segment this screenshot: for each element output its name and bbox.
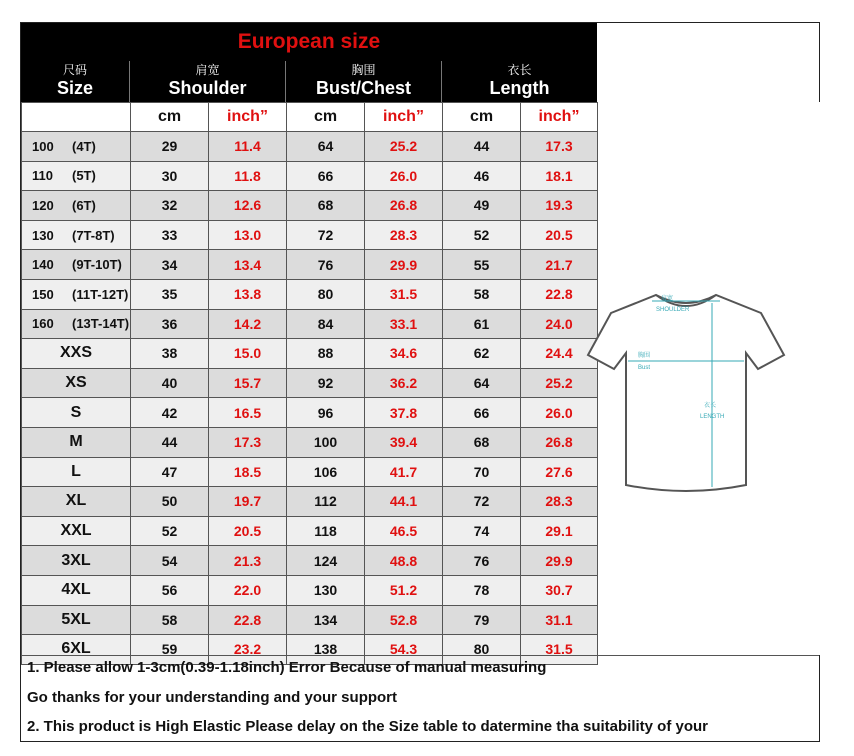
table-row (22, 220, 598, 250)
shoulder-cm-cell: 50 (131, 487, 209, 517)
shoulder-in-cell: 14.2 (209, 309, 287, 339)
length-cm-cell: 79 (443, 605, 521, 635)
table-row (22, 516, 598, 546)
shoulder-cm-cell: 52 (131, 516, 209, 546)
size-cell: XXL (22, 516, 131, 546)
unit-cm: cm (131, 103, 209, 132)
length-cm-cell: 46 (443, 161, 521, 191)
bust-label-en: Bust (638, 365, 651, 371)
shoulder-cm-cell: 29 (131, 132, 209, 162)
length-cm-cell: 55 (443, 250, 521, 280)
bust-in-cell: 51.2 (365, 575, 443, 605)
bust-in-cell: 34.6 (365, 339, 443, 369)
size-cell (22, 250, 131, 280)
size-value: 100 (32, 138, 54, 154)
size-cell (22, 132, 131, 162)
bust-cm-cell: 92 (287, 368, 365, 398)
length-in-cell: 21.7 (521, 250, 598, 280)
length-in-cell: 18.1 (521, 161, 598, 191)
table-row (22, 339, 598, 369)
size-cell (22, 220, 131, 250)
size-value: 130 (32, 227, 54, 243)
length-in-cell: 31.5 (521, 635, 598, 665)
bust-cm-cell: 118 (287, 516, 365, 546)
size-cell (22, 279, 131, 309)
bust-in-cell: 25.2 (365, 132, 443, 162)
shoulder-in-cell: 22.0 (209, 575, 287, 605)
bust-cm-cell: 106 (287, 457, 365, 487)
shoulder-in-cell: 13.0 (209, 220, 287, 250)
header-shoulder-en: Shoulder (168, 78, 247, 98)
size-value: 160 (32, 316, 54, 332)
header-size (21, 61, 130, 102)
shoulder-in-cell: 16.5 (209, 398, 287, 428)
shoulder-cm-cell: 59 (131, 635, 209, 665)
length-cm-cell: 74 (443, 516, 521, 546)
shoulder-in-cell: 19.7 (209, 487, 287, 517)
shoulder-cm-cell: 35 (131, 279, 209, 309)
bust-in-cell: 31.5 (365, 279, 443, 309)
unit-inch: inch” (365, 103, 443, 132)
size-cell: 5XL (22, 605, 131, 635)
table-row (22, 250, 598, 280)
shoulder-cm-cell: 40 (131, 368, 209, 398)
shoulder-cm-cell: 33 (131, 220, 209, 250)
header-bust (286, 61, 442, 102)
bust-cm-cell: 124 (287, 546, 365, 576)
shoulder-in-cell: 15.0 (209, 339, 287, 369)
length-cm-cell: 66 (443, 398, 521, 428)
shoulder-in-cell: 23.2 (209, 635, 287, 665)
length-label-en: LENGTH (700, 414, 725, 420)
bust-cm-cell: 112 (287, 487, 365, 517)
length-in-cell: 19.3 (521, 191, 598, 221)
header-length-en: Length (489, 78, 550, 98)
shoulder-cm-cell: 44 (131, 427, 209, 457)
header-length (442, 61, 597, 102)
length-cm-cell: 62 (443, 339, 521, 369)
table-row (22, 605, 598, 635)
bust-label-cn: 胸围 (638, 352, 651, 359)
bust-in-cell: 33.1 (365, 309, 443, 339)
size-age: (7T-8T) (72, 227, 115, 243)
shoulder-cm-cell: 36 (131, 309, 209, 339)
bust-in-cell: 26.0 (365, 161, 443, 191)
shoulder-label-cn: 肩宽 (661, 295, 674, 302)
length-in-cell: 28.3 (521, 487, 598, 517)
size-cell: XXS (22, 339, 131, 369)
shoulder-in-cell: 21.3 (209, 546, 287, 576)
shoulder-in-cell: 13.4 (209, 250, 287, 280)
size-age: (13T-14T) (72, 316, 130, 332)
size-value: 110 (32, 168, 53, 184)
shoulder-cm-cell: 54 (131, 546, 209, 576)
header-length-cn: 衣长 (507, 63, 532, 77)
shoulder-in-cell: 15.7 (209, 368, 287, 398)
unit-cm: cm (287, 103, 365, 132)
size-age: (9T-10T) (72, 257, 122, 273)
bust-cm-cell: 64 (287, 132, 365, 162)
size-cell: XL (22, 487, 131, 517)
bust-cm-cell: 66 (287, 161, 365, 191)
table-row (22, 398, 598, 428)
bust-cm-cell: 96 (287, 398, 365, 428)
bust-cm-cell: 100 (287, 427, 365, 457)
shoulder-cm-cell: 58 (131, 605, 209, 635)
header-shoulder-cn: 肩宽 (195, 63, 220, 77)
size-cell: 4XL (22, 575, 131, 605)
size-cell (22, 309, 131, 339)
unit-cm: cm (443, 103, 521, 132)
bust-in-cell: 48.8 (365, 546, 443, 576)
bust-cm-cell: 88 (287, 339, 365, 369)
shoulder-cm-cell: 42 (131, 398, 209, 428)
size-age: (11T-12T) (72, 286, 129, 302)
bust-in-cell: 52.8 (365, 605, 443, 635)
units-row (22, 103, 598, 132)
size-cell: 6XL (22, 635, 131, 665)
note-line: 1. Please allow 1-3cm(0.39-1.18inch) Error Because of manual measuring (27, 659, 547, 676)
header-bust-cn: 胸围 (351, 63, 376, 77)
shoulder-in-cell: 11.4 (209, 132, 287, 162)
bust-cm-cell: 68 (287, 191, 365, 221)
length-in-cell: 24.4 (521, 339, 598, 369)
size-value: 140 (32, 257, 54, 273)
size-age: (6T) (72, 197, 96, 213)
length-cm-cell: 44 (443, 132, 521, 162)
length-cm-cell: 76 (443, 546, 521, 576)
length-cm-cell: 58 (443, 279, 521, 309)
length-cm-cell: 52 (443, 220, 521, 250)
bust-in-cell: 36.2 (365, 368, 443, 398)
bust-cm-cell: 72 (287, 220, 365, 250)
length-in-cell: 26.8 (521, 427, 598, 457)
header-shoulder (130, 61, 286, 102)
length-cm-cell: 80 (443, 635, 521, 665)
table-row (22, 457, 598, 487)
table-row (22, 546, 598, 576)
table-row (22, 368, 598, 398)
header-bust-en: Bust/Chest (315, 78, 411, 98)
length-in-cell: 26.0 (521, 398, 598, 428)
bust-in-cell: 44.1 (365, 487, 443, 517)
bust-cm-cell: 76 (287, 250, 365, 280)
size-cell: M (22, 427, 131, 457)
notes-section (21, 655, 819, 744)
size-cell (22, 161, 131, 191)
length-label-cn: 衣长 (704, 402, 717, 409)
shoulder-cm-cell: 30 (131, 161, 209, 191)
size-cell (22, 191, 131, 221)
size-cell: 3XL (22, 546, 131, 576)
bust-cm-cell: 80 (287, 279, 365, 309)
length-cm-cell: 72 (443, 487, 521, 517)
table-row (22, 161, 598, 191)
table-row (22, 279, 598, 309)
bust-in-cell: 28.3 (365, 220, 443, 250)
shoulder-cm-cell: 34 (131, 250, 209, 280)
bust-in-cell: 41.7 (365, 457, 443, 487)
length-in-cell: 20.5 (521, 220, 598, 250)
bust-cm-cell: 138 (287, 635, 365, 665)
unit-inch: inch” (209, 103, 287, 132)
bust-in-cell: 39.4 (365, 427, 443, 457)
table-row (22, 487, 598, 517)
length-cm-cell: 64 (443, 368, 521, 398)
length-in-cell: 17.3 (521, 132, 598, 162)
bust-in-cell: 37.8 (365, 398, 443, 428)
table-row (22, 309, 598, 339)
bust-cm-cell: 134 (287, 605, 365, 635)
bust-in-cell: 46.5 (365, 516, 443, 546)
size-table (21, 102, 598, 665)
size-age: (4T) (72, 138, 96, 154)
shoulder-in-cell: 11.8 (209, 161, 287, 191)
shoulder-label-en: SHOULDER (656, 307, 690, 313)
table-row (22, 191, 598, 221)
size-value: 120 (32, 197, 54, 213)
shoulder-cm-cell: 56 (131, 575, 209, 605)
bust-in-cell: 26.8 (365, 191, 443, 221)
shoulder-in-cell: 18.5 (209, 457, 287, 487)
header-size-en: Size (56, 78, 94, 98)
units-size-cell (22, 103, 131, 132)
size-cell: XS (22, 368, 131, 398)
length-in-cell: 30.7 (521, 575, 598, 605)
size-value: 150 (32, 286, 54, 302)
shoulder-in-cell: 12.6 (209, 191, 287, 221)
length-cm-cell: 61 (443, 309, 521, 339)
shoulder-cm-cell: 38 (131, 339, 209, 369)
length-in-cell: 25.2 (521, 368, 598, 398)
shoulder-cm-cell: 32 (131, 191, 209, 221)
length-cm-cell: 78 (443, 575, 521, 605)
bust-in-cell: 29.9 (365, 250, 443, 280)
length-in-cell: 22.8 (521, 279, 598, 309)
tshirt-diagram (586, 285, 786, 515)
length-in-cell: 29.1 (521, 516, 598, 546)
chart-title: European size (21, 23, 597, 61)
header-size-cn: 尺码 (62, 63, 87, 77)
shoulder-in-cell: 13.8 (209, 279, 287, 309)
shoulder-in-cell: 17.3 (209, 427, 287, 457)
table-row (22, 132, 598, 162)
size-cell: L (22, 457, 131, 487)
note-line: Go thanks for your understanding and your support (27, 689, 398, 706)
tshirt-outline (588, 295, 784, 491)
shoulder-in-cell: 20.5 (209, 516, 287, 546)
length-cm-cell: 68 (443, 427, 521, 457)
size-cell: S (22, 398, 131, 428)
table-row (22, 575, 598, 605)
size-age: (5T) (72, 168, 96, 184)
length-cm-cell: 49 (443, 191, 521, 221)
length-in-cell: 31.1 (521, 605, 598, 635)
length-in-cell: 29.9 (521, 546, 598, 576)
length-in-cell: 27.6 (521, 457, 598, 487)
bust-cm-cell: 130 (287, 575, 365, 605)
shoulder-cm-cell: 47 (131, 457, 209, 487)
unit-inch: inch” (521, 103, 598, 132)
note-line: 2. This product is High Elastic Please delay on the Size table to datermine tha suitability of your (27, 718, 708, 735)
length-in-cell: 24.0 (521, 309, 598, 339)
length-cm-cell: 70 (443, 457, 521, 487)
bust-in-cell: 54.3 (365, 635, 443, 665)
table-row (22, 427, 598, 457)
shoulder-in-cell: 22.8 (209, 605, 287, 635)
bust-cm-cell: 84 (287, 309, 365, 339)
